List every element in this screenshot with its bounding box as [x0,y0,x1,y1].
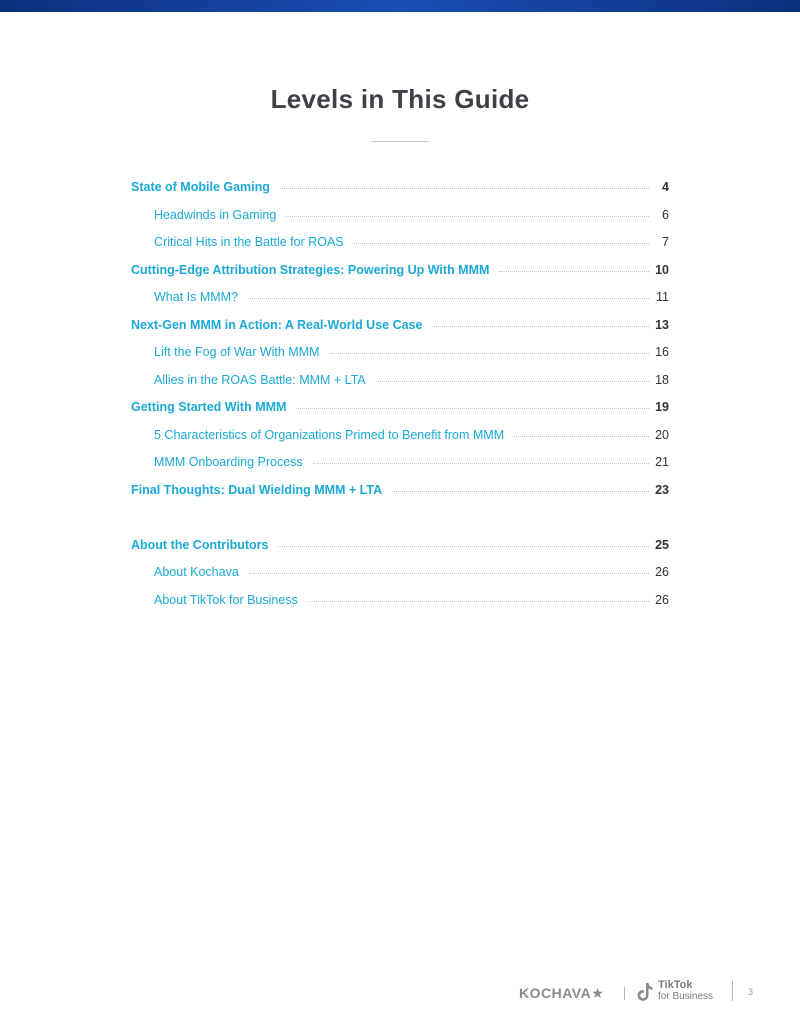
table-of-contents [131,180,669,620]
dot-leader [354,242,649,244]
toc-entry-label: About Kochava [154,565,239,579]
toc-entry[interactable] [131,345,669,373]
tiktok-for-business-logo [658,980,713,1002]
toc-entry-page: 13 [655,317,669,332]
dot-leader [278,545,649,547]
dot-leader [330,352,649,354]
toc-entry-label: Getting Started With MMM [131,400,287,414]
toc-entry-page: 4 [662,180,669,194]
toc-entry-page: 23 [655,482,669,497]
toc-entry-label: 5 Characteristics of Organizations Primed to Benefit from MMM [154,427,505,442]
toc-entry-label: Critical Hits in the Battle for ROAS [154,235,344,249]
toc-entry-label: MMM Onboarding Process [154,455,303,469]
toc-entry-label: Headwinds in Gaming [154,207,277,222]
page-title: Levels in This Guide [270,84,530,114]
toc-entry[interactable] [131,290,669,318]
toc-entry[interactable] [131,565,669,593]
dot-leader [499,270,649,272]
toc-entry-page: 20 [655,427,669,442]
tiktok-logo-line1: TikTok [658,979,693,991]
toc-entry-label: Final Thoughts: Dual Wielding MMM + LTA [131,482,383,497]
dot-leader [248,297,649,299]
dot-leader [376,380,649,382]
tiktok-note-icon [637,982,653,1007]
toc-entry-page: 18 [655,372,669,387]
dot-leader [286,215,649,217]
dot-leader [392,490,649,492]
title-divider [371,141,429,142]
dot-leader [432,325,649,327]
toc-entry-page: 26 [655,592,669,607]
footer-divider [624,987,625,1000]
toc-entry-page: 26 [655,565,669,579]
toc-entry-label: What Is MMM? [154,290,239,304]
toc-entry-page: 11 [656,290,669,304]
dot-leader [280,187,649,189]
toc-entry-page: 16 [655,345,669,359]
toc-entry-label: Next-Gen MMM in Action: A Real-World Use Case [131,317,423,332]
toc-entry-page: 7 [662,235,669,249]
toc-entry-page: 19 [655,400,669,414]
toc-entry[interactable] [131,373,669,401]
toc-entry[interactable] [131,180,669,208]
toc-entry-page: 25 [655,537,669,552]
toc-entry-label: Lift the Fog of War With MMM [154,345,320,359]
dot-leader [249,572,649,574]
toc-entry-page: 21 [655,455,669,469]
dot-leader [514,435,649,437]
toc-entry[interactable] [131,483,669,511]
toc-entry[interactable] [131,208,669,236]
toc-entry-label: State of Mobile Gaming [131,180,270,194]
toc-entry[interactable] [131,455,669,483]
dot-leader [308,600,649,602]
top-accent-bar [0,0,800,12]
toc-entry-label: Allies in the ROAS Battle: MMM + LTA [154,372,366,387]
toc-entry-label: Cutting-Edge Attribution Strategies: Powering Up With MMM [131,262,490,277]
toc-entry[interactable] [131,235,669,263]
toc-entry[interactable] [131,400,669,428]
toc-entry-label: About TikTok for Business [154,592,298,607]
dot-leader [313,462,649,464]
tiktok-logo-line2: for Business [658,991,714,1002]
page-number: 3 [748,987,754,997]
toc-entry[interactable] [131,593,669,621]
toc-entry[interactable] [131,428,669,456]
toc-entry-page: 10 [655,262,669,277]
dot-leader [296,407,649,409]
toc-entry-page: 6 [662,207,669,222]
kochava-logo: KOCHAVA★ [519,985,605,1001]
toc-entry[interactable] [131,318,669,346]
footer-divider [732,981,733,1001]
toc-entry-label: About the Contributors [131,537,269,552]
toc-entry[interactable] [131,263,669,291]
toc-entry[interactable] [131,538,669,566]
